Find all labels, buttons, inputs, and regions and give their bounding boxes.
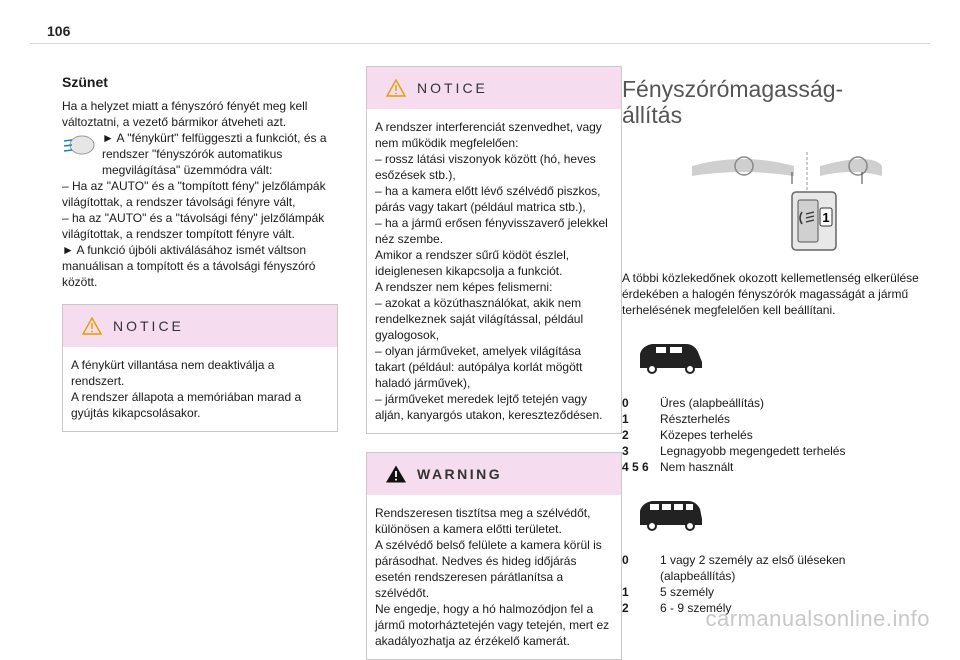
pause-text <box>62 98 338 290</box>
list-item <box>622 459 922 475</box>
list-value: Legnagyobb megengedett terhelés <box>660 444 846 458</box>
notice-line-3: – ha a kamera előtt lévő szélvédő piszkos, párás vagy takart (például matrica stb.), <box>375 184 601 214</box>
list-item <box>622 552 922 584</box>
headlamp-levelling-illustration <box>682 148 882 258</box>
list-value: Üres (alapbeállítás) <box>660 396 765 410</box>
warning-label: WARNING <box>417 466 503 482</box>
warning-header <box>367 453 621 495</box>
pause-item-3: ► A funkció újbóli aktiválásához ismét váltson manuálisan a tompított és a távolsági fényszóró között. <box>62 243 316 289</box>
notice-header <box>63 305 337 347</box>
headlamp-flash-icon <box>62 132 96 158</box>
notice-box-left <box>62 304 338 432</box>
list-value: 1 vagy 2 személy az első üléseken (alapbeállítás) <box>660 553 846 583</box>
list-key: 1 <box>622 412 629 426</box>
adjust-intro: A többi közlekedőnek okozott kellemetlenség elkerülése érdekében a halogén fényszórók magasságát a jármű terhelésének megfelelően kell beállítani. <box>622 271 919 317</box>
notice-box-middle <box>366 66 622 434</box>
notice-line-8: – olyan járműveket, amelyek világítása takart (például: autópálya korlát mögött haladó járművek), <box>375 344 583 390</box>
van-icon <box>636 336 706 376</box>
list-item <box>622 584 922 600</box>
list-item <box>622 443 922 459</box>
notice-line-2: – rossz látási viszonyok között (hó, heves esőzések stb.), <box>375 152 596 182</box>
left-column <box>62 66 338 432</box>
list-value: Közepes terhelés <box>660 428 753 442</box>
notice-label: NOTICE <box>417 80 488 96</box>
notice-line-5: Amikor a rendszer sűrű ködöt észlel, ideiglenesen kikapcsolja a funkciót. <box>375 248 570 278</box>
warning-triangle-icon <box>385 464 407 484</box>
pause-item-1: – Ha az "AUTO" és a "tompított fény" jelzőlámpák világítottak, a rendszer távolsági fényre vált, <box>62 179 326 209</box>
list-item <box>622 427 922 443</box>
switch-digit: 1 <box>822 210 830 225</box>
notice-line-7: – azokat a közúthasználókat, akik nem rendelkeznek saját világítással, például gyalogosok, <box>375 296 584 342</box>
list-key: 4 5 6 <box>622 460 649 474</box>
section-title-pause: Szünet <box>62 74 108 90</box>
list-value: Részterhelés <box>660 412 731 426</box>
load-position-list <box>622 395 922 475</box>
warning-line-2: A szélvédő belső felülete a kamera körül is párásodhat. Nedves és hideg időjárás esetén rendszeresen párátlanítsa a szélvédőt. <box>375 538 602 600</box>
header-rule <box>30 43 930 44</box>
passenger-van-icon <box>636 493 706 533</box>
pause-intro: Ha a helyzet miatt a fényszóró fényét meg kell változtatni, a vezető bármikor átveheti azt. <box>62 99 308 129</box>
notice-line-6: A rendszer nem képes felismerni: <box>375 280 553 294</box>
title-line-1: Fényszórómagasság- <box>622 76 844 102</box>
middle-column <box>366 66 622 660</box>
list-item <box>622 411 922 427</box>
warning-box <box>366 452 622 660</box>
list-key: 0 <box>622 396 629 410</box>
notice-line-9: – járműveket meredek lejtő tetején vagy alján, kanyargós utakon, kereszteződésen. <box>375 392 603 422</box>
list-key: 0 <box>622 553 629 567</box>
list-value: 6 - 9 személy <box>660 601 732 615</box>
notice-line-4: – ha a jármű erősen fényvisszaverő jelekkel néz szembe. <box>375 216 608 246</box>
notice-line-2: A rendszer állapota a memóriában marad a gyújtás kikapcsolásakor. <box>71 390 302 420</box>
list-key: 1 <box>622 585 629 599</box>
warning-body <box>367 495 621 659</box>
list-item <box>622 395 922 411</box>
page-number: 106 <box>47 23 71 39</box>
list-value: 5 személy <box>660 585 715 599</box>
title-line-2: állítás <box>622 102 683 128</box>
right-column <box>622 70 922 616</box>
notice-line-1: A fénykürt villantása nem deaktiválja a rendszert. <box>71 358 275 388</box>
notice-header <box>367 67 621 109</box>
notice-line-1: A rendszer interferenciát szenvedhet, vagy nem működik megfelelően: <box>375 120 602 150</box>
list-key: 3 <box>622 444 629 458</box>
flash-text: ► A "fénykürt" felfüggeszti a funkciót, és a rendszer "fényszórók automatikus megvilágítása" üzemmódra vált: <box>102 131 327 177</box>
flash-line <box>62 130 338 178</box>
notice-label: NOTICE <box>113 318 184 334</box>
warning-line-3: Ne engedje, hogy a hó halmozódjon fel a jármű motorháztetején vagy tetején, mert ez akadályozhatja az érzékelő kamerát. <box>375 602 610 648</box>
pause-item-2: – ha az "AUTO" és a "távolsági fény" jelzőlámpák világítottak, a rendszer tompított fényre vált. <box>62 211 325 241</box>
caution-triangle-icon <box>81 316 103 336</box>
headlamp-adjust-title <box>622 76 922 128</box>
list-key: 2 <box>622 601 629 615</box>
headlamp-adjust-figure <box>682 148 882 258</box>
notice-body <box>63 347 337 431</box>
caution-triangle-icon <box>385 78 407 98</box>
list-value: Nem használt <box>660 460 734 474</box>
list-key: 2 <box>622 428 629 442</box>
warning-line-1: Rendszeresen tisztítsa meg a szélvédőt, különösen a kamera előtti területet. <box>375 506 591 536</box>
watermark: carmanualsonline.info <box>705 606 930 631</box>
notice-body <box>367 109 621 433</box>
